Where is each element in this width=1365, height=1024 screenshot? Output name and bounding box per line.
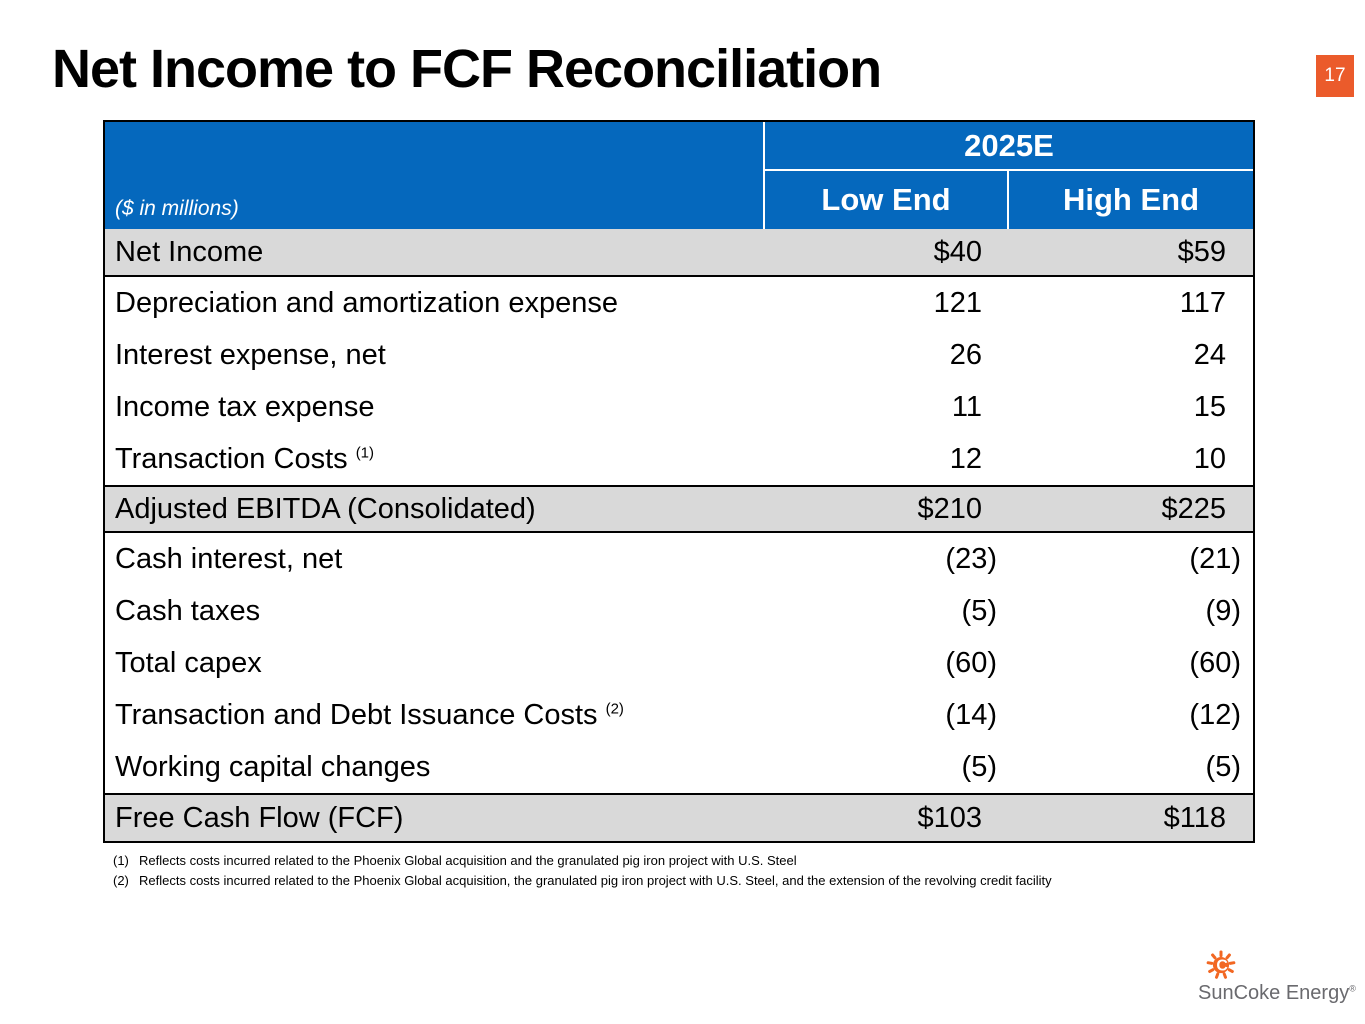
row-value-high-end: $225 bbox=[1161, 492, 1226, 525]
suncoke-sun-icon bbox=[1206, 950, 1236, 980]
row-value-high-end: 15 bbox=[1193, 390, 1226, 423]
column-header-high-end: High End bbox=[1062, 182, 1200, 217]
table-row bbox=[105, 329, 1253, 381]
row-value-high-end: 10 bbox=[1193, 442, 1226, 475]
table-row bbox=[105, 533, 1253, 585]
row-label: Cash taxes bbox=[115, 594, 261, 627]
column-header-low-end: Low End bbox=[765, 171, 1009, 229]
registered-mark: ® bbox=[1349, 983, 1356, 994]
row-label: Total capex bbox=[115, 646, 262, 679]
row-value-high-end: (60) bbox=[1189, 646, 1241, 679]
footnote-marker: (2) bbox=[605, 699, 624, 717]
footnote-marker: (1) bbox=[355, 443, 375, 461]
logo-monogram: C bbox=[1216, 957, 1228, 975]
table-header bbox=[105, 122, 1253, 229]
row-value-low-end: 11 bbox=[951, 390, 982, 423]
footnote-number: (2) bbox=[113, 873, 129, 888]
table-row bbox=[105, 741, 1253, 793]
table-row bbox=[105, 585, 1253, 637]
table-row bbox=[105, 485, 1253, 533]
row-value-high-end: $118 bbox=[1163, 801, 1226, 834]
year-header: 2025E bbox=[765, 122, 1253, 171]
row-value-low-end: $103 bbox=[917, 801, 982, 834]
row-value-high-end: 117 bbox=[1179, 286, 1226, 319]
page-title: Net Income to FCF Reconciliation bbox=[52, 39, 882, 99]
row-label: Net Income bbox=[115, 235, 264, 268]
table-row bbox=[105, 793, 1253, 841]
logo-wordmark: SunCoke Energy® bbox=[1198, 982, 1356, 1004]
row-label: Transaction Costs $^{(1)}$ bbox=[115, 442, 375, 475]
row-label: Depreciation and amortization expense bbox=[115, 286, 618, 319]
row-label: Working capital changes bbox=[115, 750, 431, 783]
row-value-low-end: 12 bbox=[949, 442, 982, 475]
units-label: ($ in millions) bbox=[105, 122, 765, 229]
row-value-low-end: 121 bbox=[933, 286, 982, 319]
row-value-low-end: (5) bbox=[961, 594, 997, 627]
reconciliation-table bbox=[103, 120, 1255, 843]
row-value-low-end: 26 bbox=[949, 338, 982, 371]
footnote-text: Reflects costs incurred related to the Phoenix Global acquisition and the granulated pig iron project with U.S. Steel bbox=[139, 853, 797, 868]
footnote-number: (1) bbox=[113, 853, 129, 868]
row-value-low-end: $210 bbox=[917, 492, 982, 525]
footnotes bbox=[113, 851, 1052, 891]
row-value-high-end: (12) bbox=[1189, 698, 1241, 731]
table-row bbox=[105, 689, 1253, 741]
row-value-high-end: $59 bbox=[1177, 235, 1226, 268]
table-body bbox=[105, 229, 1253, 841]
row-value-low-end: (5) bbox=[961, 750, 997, 783]
page-number-badge: 17 bbox=[1316, 55, 1354, 97]
row-label: Free Cash Flow (FCF) bbox=[115, 801, 404, 834]
row-value-high-end: (9) bbox=[1205, 594, 1241, 627]
row-label: Transaction and Debt Issuance Costs $^{(2)}$ bbox=[115, 698, 624, 731]
table-row bbox=[105, 637, 1253, 689]
footnote-line bbox=[113, 851, 1052, 871]
table-row bbox=[105, 381, 1253, 433]
row-label: Income tax expense bbox=[115, 390, 375, 423]
row-label: Cash interest, net bbox=[115, 542, 343, 575]
row-label: Interest expense, net bbox=[115, 338, 386, 371]
footnote-text: Reflects costs incurred related to the Phoenix Global acquisition, the granulated pig iron project with U.S. Steel, and the extension of the revolving credit facility bbox=[139, 873, 1052, 888]
suncoke-logo bbox=[1198, 950, 1356, 1005]
row-value-low-end: (14) bbox=[945, 698, 997, 731]
table-row bbox=[105, 277, 1253, 329]
row-label: Adjusted EBITDA (Consolidated) bbox=[115, 492, 536, 525]
table-row bbox=[105, 433, 1253, 485]
row-value-high-end: 24 bbox=[1193, 338, 1226, 371]
row-value-low-end: (60) bbox=[945, 646, 997, 679]
table-row bbox=[105, 229, 1253, 277]
footnote-line bbox=[113, 871, 1052, 891]
row-value-high-end: (5) bbox=[1205, 750, 1241, 783]
row-value-low-end: $40 bbox=[933, 235, 982, 268]
row-value-low-end: (23) bbox=[945, 542, 997, 575]
row-value-high-end: (21) bbox=[1189, 542, 1241, 575]
